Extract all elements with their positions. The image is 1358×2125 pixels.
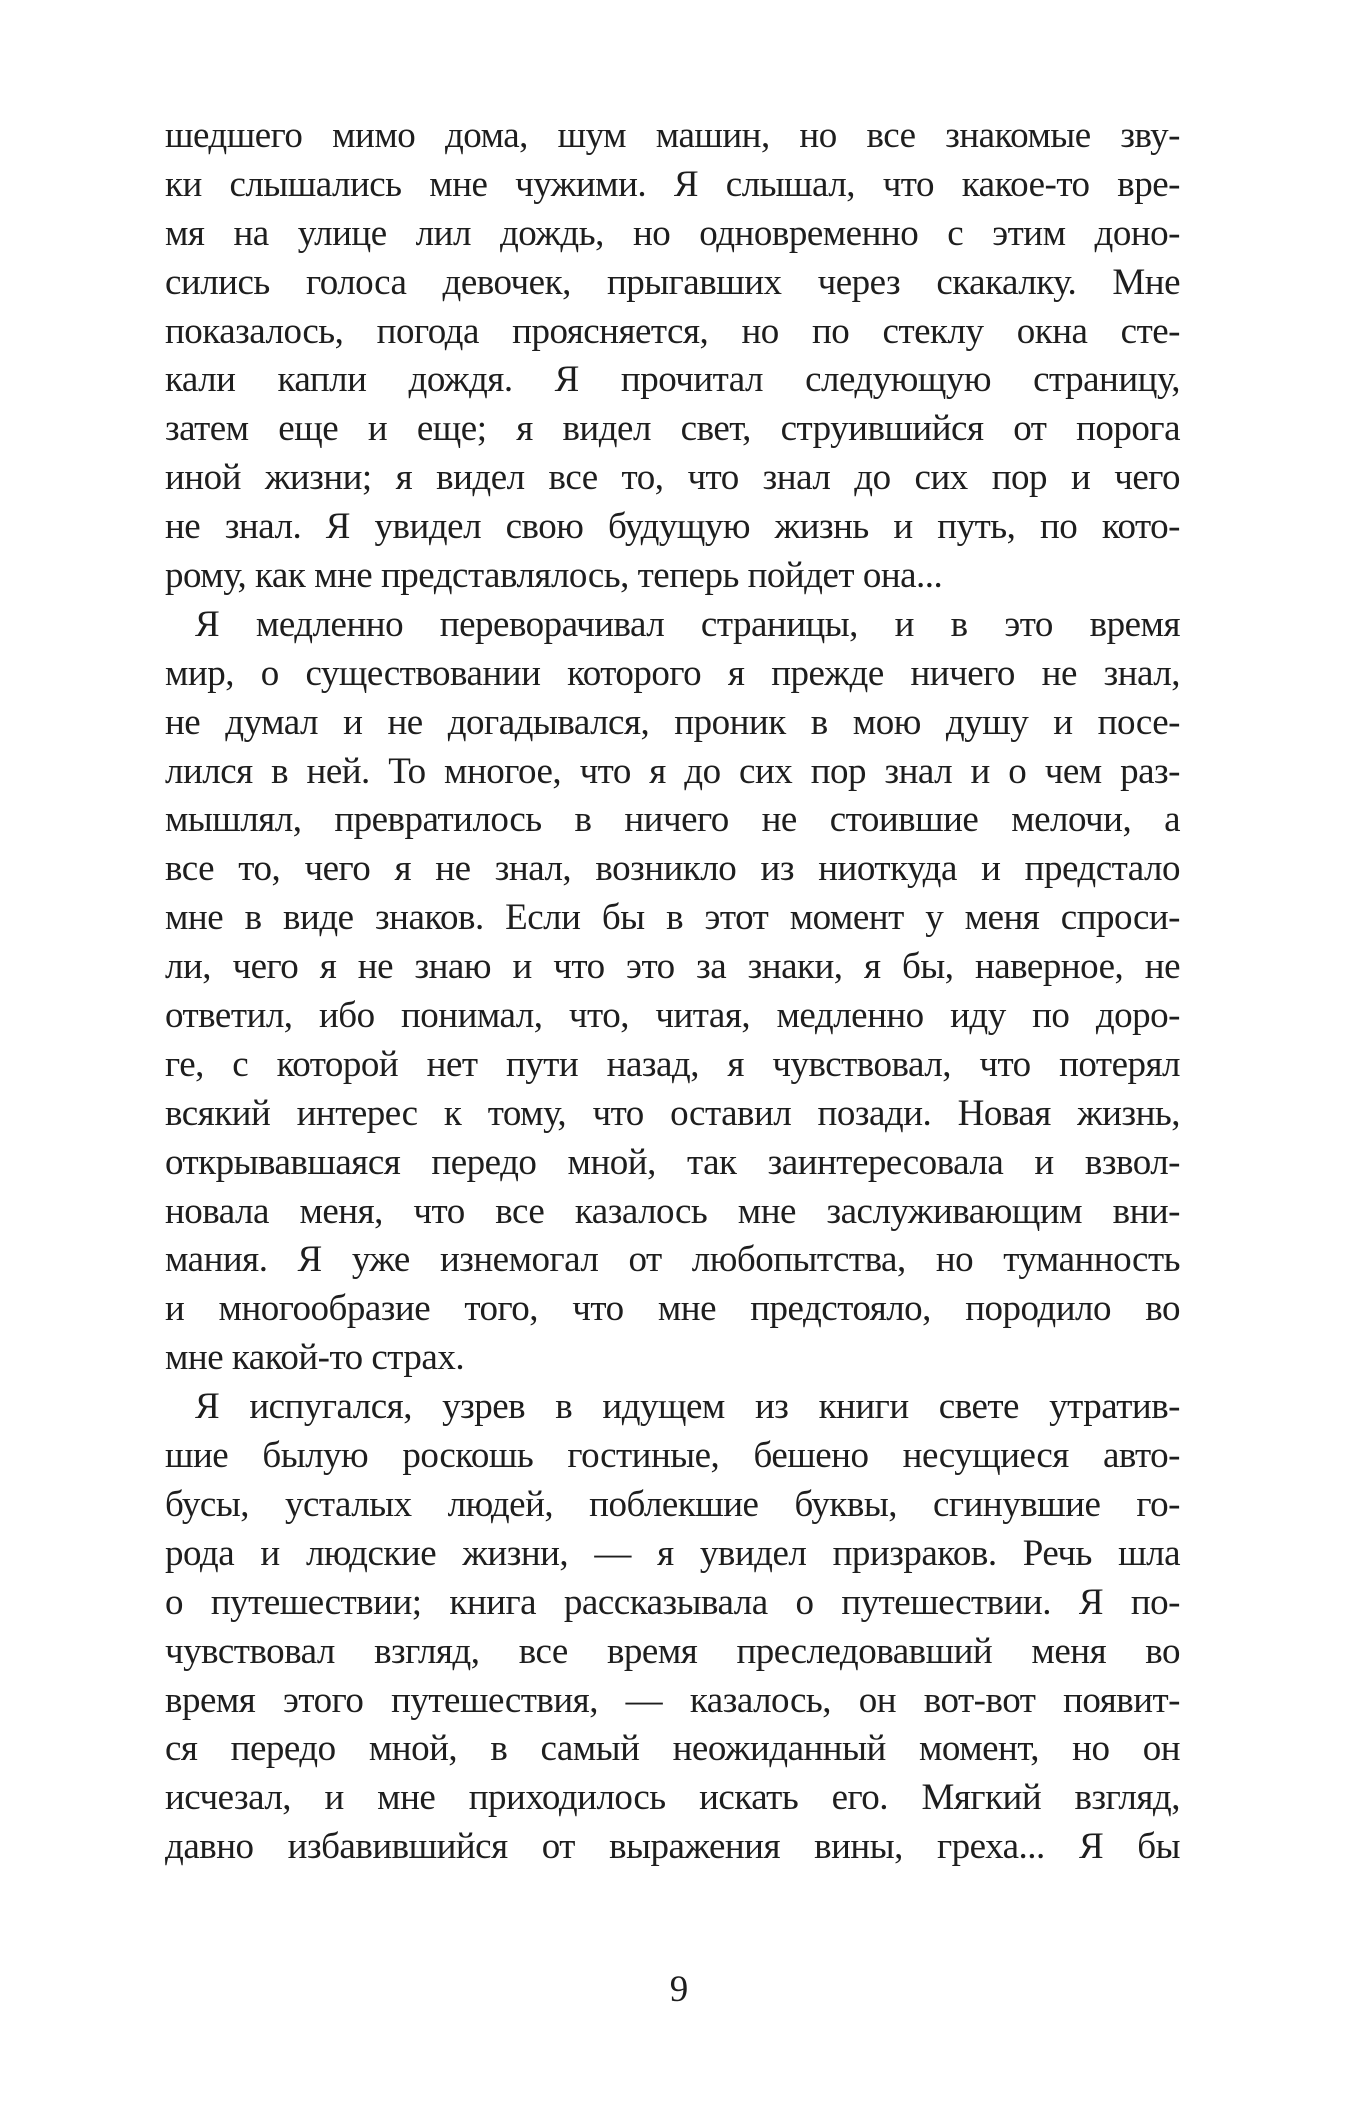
text-line: открывавшаяся передо мной, так заинтересовала и взвол- — [165, 1141, 1180, 1183]
text-line: мания. Я уже изнемогал от любопытства, но туманность — [165, 1239, 1180, 1281]
text-line: ли, чего я не знаю и что это за знаки, я бы, наверное, не — [165, 946, 1180, 988]
paragraph — [165, 601, 1180, 1383]
text-line: всякий интерес к тому, что оставил позади. Новая жизнь, — [165, 1092, 1180, 1134]
text-line: лился в ней. То многое, что я до сих пор знал и о чем раз- — [165, 750, 1180, 792]
page-text — [165, 112, 1180, 1872]
text-line: мир, о существовании которого я прежде ничего не знал, — [165, 652, 1180, 694]
text-line: новала меня, что все казалось мне заслуживающим вни- — [165, 1190, 1180, 1232]
text-line: мне какой-то страх. — [165, 1337, 465, 1379]
text-line: ответил, ибо понимал, что, читая, медленно иду по доро- — [165, 995, 1180, 1037]
text-line: показалось, погода проясняется, но по стеклу окна сте- — [165, 310, 1180, 352]
text-line: не думал и не догадывался, проник в мою душу и посе- — [165, 701, 1180, 743]
text-line: ки слышались мне чужими. Я слышал, что какое-то вре- — [165, 163, 1180, 205]
text-line: затем еще и еще; я видел свет, струившийся от порога — [165, 408, 1180, 450]
paragraph — [165, 1383, 1180, 1872]
text-line: и многообразие того, что мне предстояло, породило во — [165, 1288, 1180, 1330]
text-line: чувствовал взгляд, все время преследовавший меня во — [165, 1630, 1180, 1672]
text-line: шие былую роскошь гостиные, бешено несущиеся авто- — [165, 1435, 1180, 1477]
text-line: иной жизни; я видел все то, что знал до сих пор и чего — [165, 457, 1180, 499]
text-line: бусы, усталых людей, поблекшие буквы, сгинувшие го- — [165, 1483, 1180, 1525]
text-line: мне в виде знаков. Если бы в этот момент у меня спроси- — [165, 897, 1180, 939]
text-line: Я медленно переворачивал страницы, и в это время — [195, 603, 1180, 645]
page-number: 9 — [669, 1969, 689, 2010]
text-line: время этого путешествия, — казалось, он вот-вот появит- — [165, 1679, 1180, 1721]
paragraph — [165, 112, 1180, 601]
text-line: ге, с которой нет пути назад, я чувствовал, что потерял — [165, 1043, 1180, 1085]
text-line: не знал. Я увидел свою будущую жизнь и путь, по кото- — [165, 506, 1180, 548]
text-line: сились голоса девочек, прыгавших через скакалку. Мне — [165, 261, 1180, 303]
text-line: Я испугался, узрев в идущем из книги свете утратив- — [195, 1386, 1180, 1428]
text-line: шедшего мимо дома, шум машин, но все знакомые зву- — [165, 115, 1180, 156]
text-line: о путешествии; книга рассказывала о путешествии. Я по- — [165, 1581, 1180, 1623]
text-line: мя на улице лил дождь, но одновременно с этим доно- — [165, 212, 1180, 254]
text-line: все то, чего я не знал, возникло из ниоткуда и предстало — [165, 848, 1180, 890]
text-line: ся передо мной, в самый неожиданный момент, но он — [165, 1728, 1180, 1770]
text-line: рода и людские жизни, — я увидел призраков. Речь шла — [165, 1532, 1180, 1574]
text-line: кали капли дождя. Я прочитал следующую страницу, — [165, 359, 1180, 401]
text-line: давно избавившийся от выражения вины, греха... Я бы — [165, 1826, 1180, 1868]
text-line: мышлял, превратилось в ничего не стоившие мелочи, а — [165, 799, 1180, 841]
text-line: исчезал, и мне приходилось искать его. Мягкий взгляд, — [165, 1777, 1180, 1819]
text-line: рому, как мне представлялось, теперь пойдет она... — [165, 555, 943, 597]
